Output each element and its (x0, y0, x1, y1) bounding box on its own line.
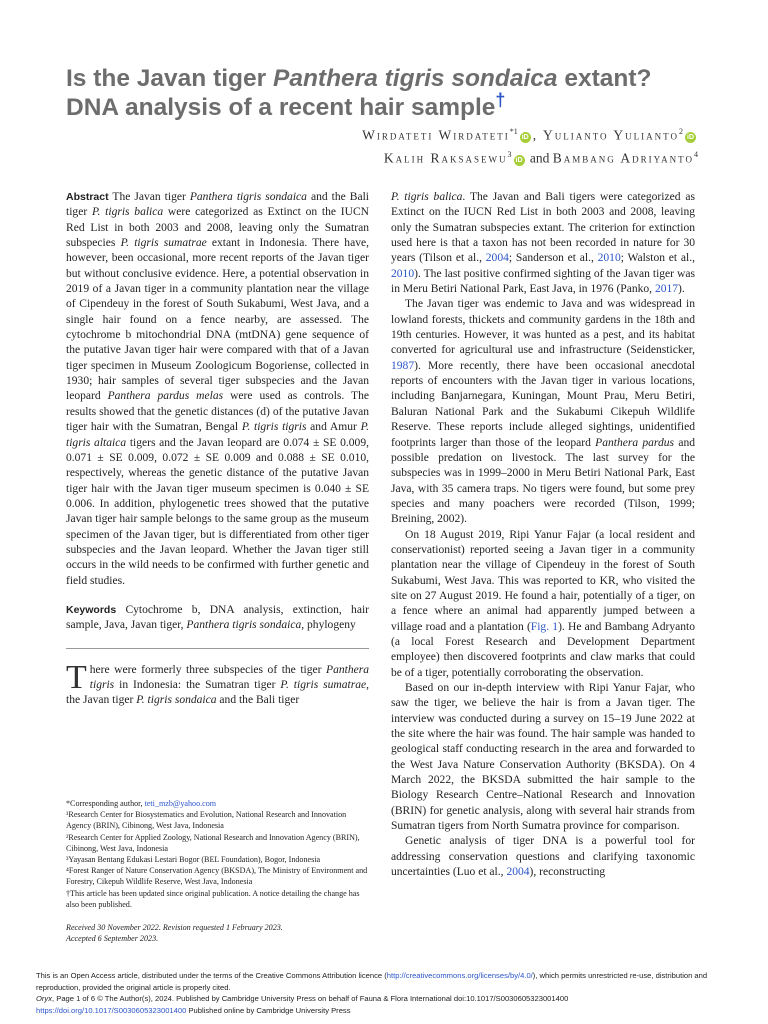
right-column (391, 190, 695, 880)
intro-text: and the Bali tiger (216, 694, 300, 707)
body-text: ), reconstructing (529, 866, 606, 879)
orcid-icon[interactable]: iD (687, 133, 694, 141)
body-text: On 18 August 2019, Ripi Yanur Fajar (a local resident and conservationist) reported seeing a Javan tiger in a community plantation near the village of Cipendeuy in the forest of South Sukabumi, West Java. This was reported to KR, who visited the site on 27 August 2019. He found a hair, potentially of a tiger, on a fence where an animal had apparently jumped between a village road and a plantation ( (391, 528, 695, 633)
drop-cap: T (66, 658, 87, 696)
citation-link[interactable]: 2004 (506, 866, 530, 879)
affiliation-3: ³Yayasan Bentang Edukasi Lestari Bogor (BEL Foundation), Bogor, Indonesia (66, 855, 321, 865)
abstract-text: The Javan tiger (108, 191, 190, 203)
intro-text: here were formerly three subspecies of the tiger (89, 663, 327, 676)
author-affiliation-sup: 4 (694, 150, 698, 159)
orcid-icon[interactable]: iD (521, 133, 529, 141)
author-line-2 (98, 145, 698, 169)
citation-line (36, 993, 736, 1005)
corresponding-author (66, 798, 371, 809)
affiliation-1: ¹Research Center for Biosystematics and Evolution, National Research and Innovation Agency (BRIN), Cibinong, West Java, Indonesia (66, 810, 347, 831)
author-affiliation-sup: 2 (679, 127, 683, 136)
keywords-label: Keywords (66, 603, 117, 616)
author-name: Bambang Adriyanto (552, 150, 694, 166)
body-species: P. tigris balica (391, 191, 463, 203)
body-text: ). He and Bambang Adryanto (a local Forest Research and Development Department employee) then discovered footprints and claw marks that could be of a tiger, potentially corroborating the observation. (391, 620, 695, 679)
body-text: ; Walston et al., (620, 252, 695, 265)
citation-link[interactable]: 2017 (654, 283, 679, 296)
license-text: ), which permits unrestricted re-use, distribution and reproduction, provided the original article is properly cited. (36, 971, 708, 992)
intro-species: P. tigris sondaica (136, 694, 217, 707)
footnotes (66, 798, 371, 944)
corresponding-label: *Corresponding author, (66, 799, 145, 808)
email-link[interactable]: teti_mzb@yahoo.com (144, 799, 217, 808)
title-part: extant? (557, 65, 652, 92)
received-date: Received 30 November 2022. Revision requested 1 February 2023. (66, 923, 283, 933)
body-paragraph (391, 297, 695, 527)
citation-link[interactable]: 2010 (391, 267, 415, 280)
license-link[interactable]: http://creativecommons.org/licenses/by/4.0/ (386, 971, 533, 980)
abstract-species: P. tigris balica (91, 206, 164, 219)
body-paragraph (391, 834, 695, 880)
abstract-text: extant in Indonesia. There have, however, been occasional, more recent reports of the Javan tiger but without conclusive evidence. Here, a potential observation in 2019 of a Javan tiger in a community plantation near the village of Cipendeuy in the forest of South Sukabumi, West Java, and a single hair found on a fence nearby, are assessed. The cytochrome b mitochondrial DNA (mtDNA) gene sequence of the putative Javan tiger hair were compared with that of a Javan tiger specimen in Museum Zoologicum Bogoriense, collected in 1930; hair samples of several tiger subspecies and the Javan leopard (66, 237, 369, 403)
license-text: This is an Open Access article, distributed under the terms of the Creative Commons Attribution licence ( (36, 971, 387, 980)
citation-text: , Page 1 of 6 © The Author(s), 2024. Published by Cambridge University Press on behalf of Fauna & Flora International doi:10.1017/S0030605323001400 (52, 994, 569, 1003)
title-part: Is the Javan tiger (66, 65, 273, 92)
author-name: Kalih Raksasewu (383, 150, 508, 166)
intro-text: in Indonesia: the Sumatran tiger (114, 678, 281, 691)
license-line (36, 970, 736, 993)
published-online-text: Published online by Cambridge University Press (186, 1005, 351, 1015)
citation-link[interactable]: 1987 (391, 359, 415, 372)
left-column (66, 190, 369, 709)
body-paragraph (391, 681, 695, 834)
abstract-species: P. tigris altaica (66, 421, 370, 449)
doi-line (36, 1005, 736, 1017)
title-update-dagger[interactable]: † (495, 89, 506, 110)
title-species: Panthera tigris sondaica (272, 65, 558, 92)
abstract-species: Panthera pardus melas (107, 390, 224, 403)
abstract-species: P. tigris sumatrae (120, 237, 207, 250)
page-footer (36, 970, 736, 1016)
body-paragraph (391, 528, 695, 681)
abstract-text: tigers and the Javan leopard are 0.074 ± SE 0.009, 0.071 ± SE 0.009, 0.072 ± SE 0.009 and 0.088 ± SE 0.010, respectively, whereas the genetic distance of the putative Javan tiger hair with the Javan tiger museum specimen is 0.040 ± SE 0.006. In addition, phylogenetic trees showed that the putative Javan tiger hair sample belongs to the same group as the museum specimen of the Javan tiger, but is differentiated from other tiger subspecies and the Javan leopard. Whether the Javan tiger still occurs in the wild needs to be confirmed with further genetic and field studies. (66, 436, 369, 587)
journal-name: Oryx (36, 994, 53, 1003)
author-line-1 (98, 122, 698, 146)
figure-link[interactable]: Fig. 1 (530, 620, 559, 633)
article-title (66, 64, 706, 122)
body-text: The Javan tiger was endemic to Java and was widespread in lowland forests, thickets and community gardens in the 18th and 19th centuries. However, it was hunted as a pest, and its habitat converted for agricultural use and infrastructure (Seidensticker, (391, 298, 695, 357)
intro-text: , the Javan tiger (66, 678, 370, 707)
orcid-icon[interactable]: iD (515, 156, 523, 164)
section-divider (66, 648, 369, 649)
abstract-text: and the Bali tiger (66, 191, 369, 219)
introduction-paragraph (66, 658, 370, 709)
accepted-date: Accepted 6 September 2023. (66, 934, 159, 944)
affiliation-2: ²Research Center for Applied Zoology, National Research and Innovation Agency (BRIN), Cibinong, West Java, Indonesia (66, 832, 360, 853)
body-paragraph (391, 190, 695, 297)
author-affiliation-sup: *1 (509, 127, 518, 136)
author-name: Wirdateti Wirdateti (362, 127, 510, 143)
body-text: ; Sanderson et al., (508, 252, 598, 265)
intro-species: P. tigris sumatrae (280, 678, 367, 691)
intro-species: Panthera tigris (89, 663, 369, 691)
abstract-species: Panthera tigris sondaica (189, 191, 307, 203)
citation-link[interactable]: 2004 (485, 252, 509, 265)
abstract-label: Abstract (66, 191, 109, 203)
author-affiliation-sup: 3 (507, 150, 512, 159)
update-note: †This article has been updated since original publication. A notice detailing the change has also been published. (66, 888, 360, 909)
body-text: ). More recently, there have been occasional anecdotal reports of encounters with the Javan tiger in various locations, including Banjarnegara, Kuningan, Mount Prau, Meru Betiri, Baluran National Park and the Sukabumi Cikepuh Wildlife Reserve. These reports include alleged sightings, unidentified footprints larger than those of the leopard (391, 359, 695, 449)
abstract-text: were used as controls. The results showed that the genetic distances (d) of the putative Javan tiger hair with the Sumatran, Bengal (66, 390, 370, 434)
author-separator: , (532, 127, 543, 143)
body-text: Based on our in-depth interview with Ripi Yanur Fajar, who saw the tiger, we believe the hair is from a Javan tiger. The interview was conducted during a survey on 15–19 June 2022 at the site where the hair was found. The hair sample was handed to geological staff conducting research in the area and forwarded to the West Java Nature Conservation Authority (BKSDA). On 4 March 2022, the BKSDA submitted the hair sample to the Biology Research Centre–National Research and Innovation (BRIN) for genetic analysis, along with several hair strands from Sumatran tigers from North Sumatra province for comparison. (391, 682, 695, 833)
abstract-text: and Amur (306, 421, 361, 434)
body-text: . The Javan and Bali tigers were categorized as Extinct on the IUCN Red List in both 2003 and 2008, leaving only the Sumatran subspecies extant. The criterion for extinction used here is that a taxon has not been recorded in nature for 30 years (Tilson et al., (391, 191, 695, 265)
keywords-text: , phylogeny (301, 619, 356, 632)
citation-link[interactable]: 2010 (597, 252, 621, 265)
author-and: and (526, 150, 553, 166)
body-text: and possible predation on livestock. The last survey for the subspecies was in 1999–2000 in Meru Betiri National Park, East Java, with 35 camera traps. No tigers were found, but some prey species and many poachers were recorded (Tilson, 1999; Breining, 2002). (391, 436, 695, 526)
affiliation-4: ⁴Forest Ranger of Nature Conservation Agency (BKSDA), The Ministry of Environment and Forestry, Cikepuh Wildlife Reserve, West Java, Indonesia (66, 866, 368, 887)
abstract-species: P. tigris tigris (241, 421, 307, 434)
author-name: Yulianto Yulianto (542, 127, 679, 143)
keywords-text: Cytochrome b, DNA analysis, extinction, hair sample, Java, Javan tiger, (66, 603, 369, 632)
doi-link[interactable]: https://doi.org/10.1017/S0030605323001400 (36, 1005, 187, 1015)
body-text: ). The last positive confirmed sighting of the Javan tiger was in Meru Betiri National Park, East Java, in 1976 (Panko, (391, 267, 695, 296)
title-part: DNA analysis of a recent hair sample (66, 94, 496, 121)
keywords-species: Panthera tigris sondaica (186, 619, 302, 632)
keywords (66, 603, 369, 634)
abstract-text: were categorized as Extinct on the IUCN Red List in both 2003 and 2008, leaving only the Sumatran subspecies (66, 206, 370, 250)
body-text: ). (678, 283, 685, 296)
body-species: Panthera pardus (595, 436, 675, 449)
abstract (66, 190, 369, 589)
body-text: Genetic analysis of tiger DNA is a powerful tool for addressing conservation questions and clarifying taxonomic uncertainties (Luo et al., (391, 835, 695, 879)
